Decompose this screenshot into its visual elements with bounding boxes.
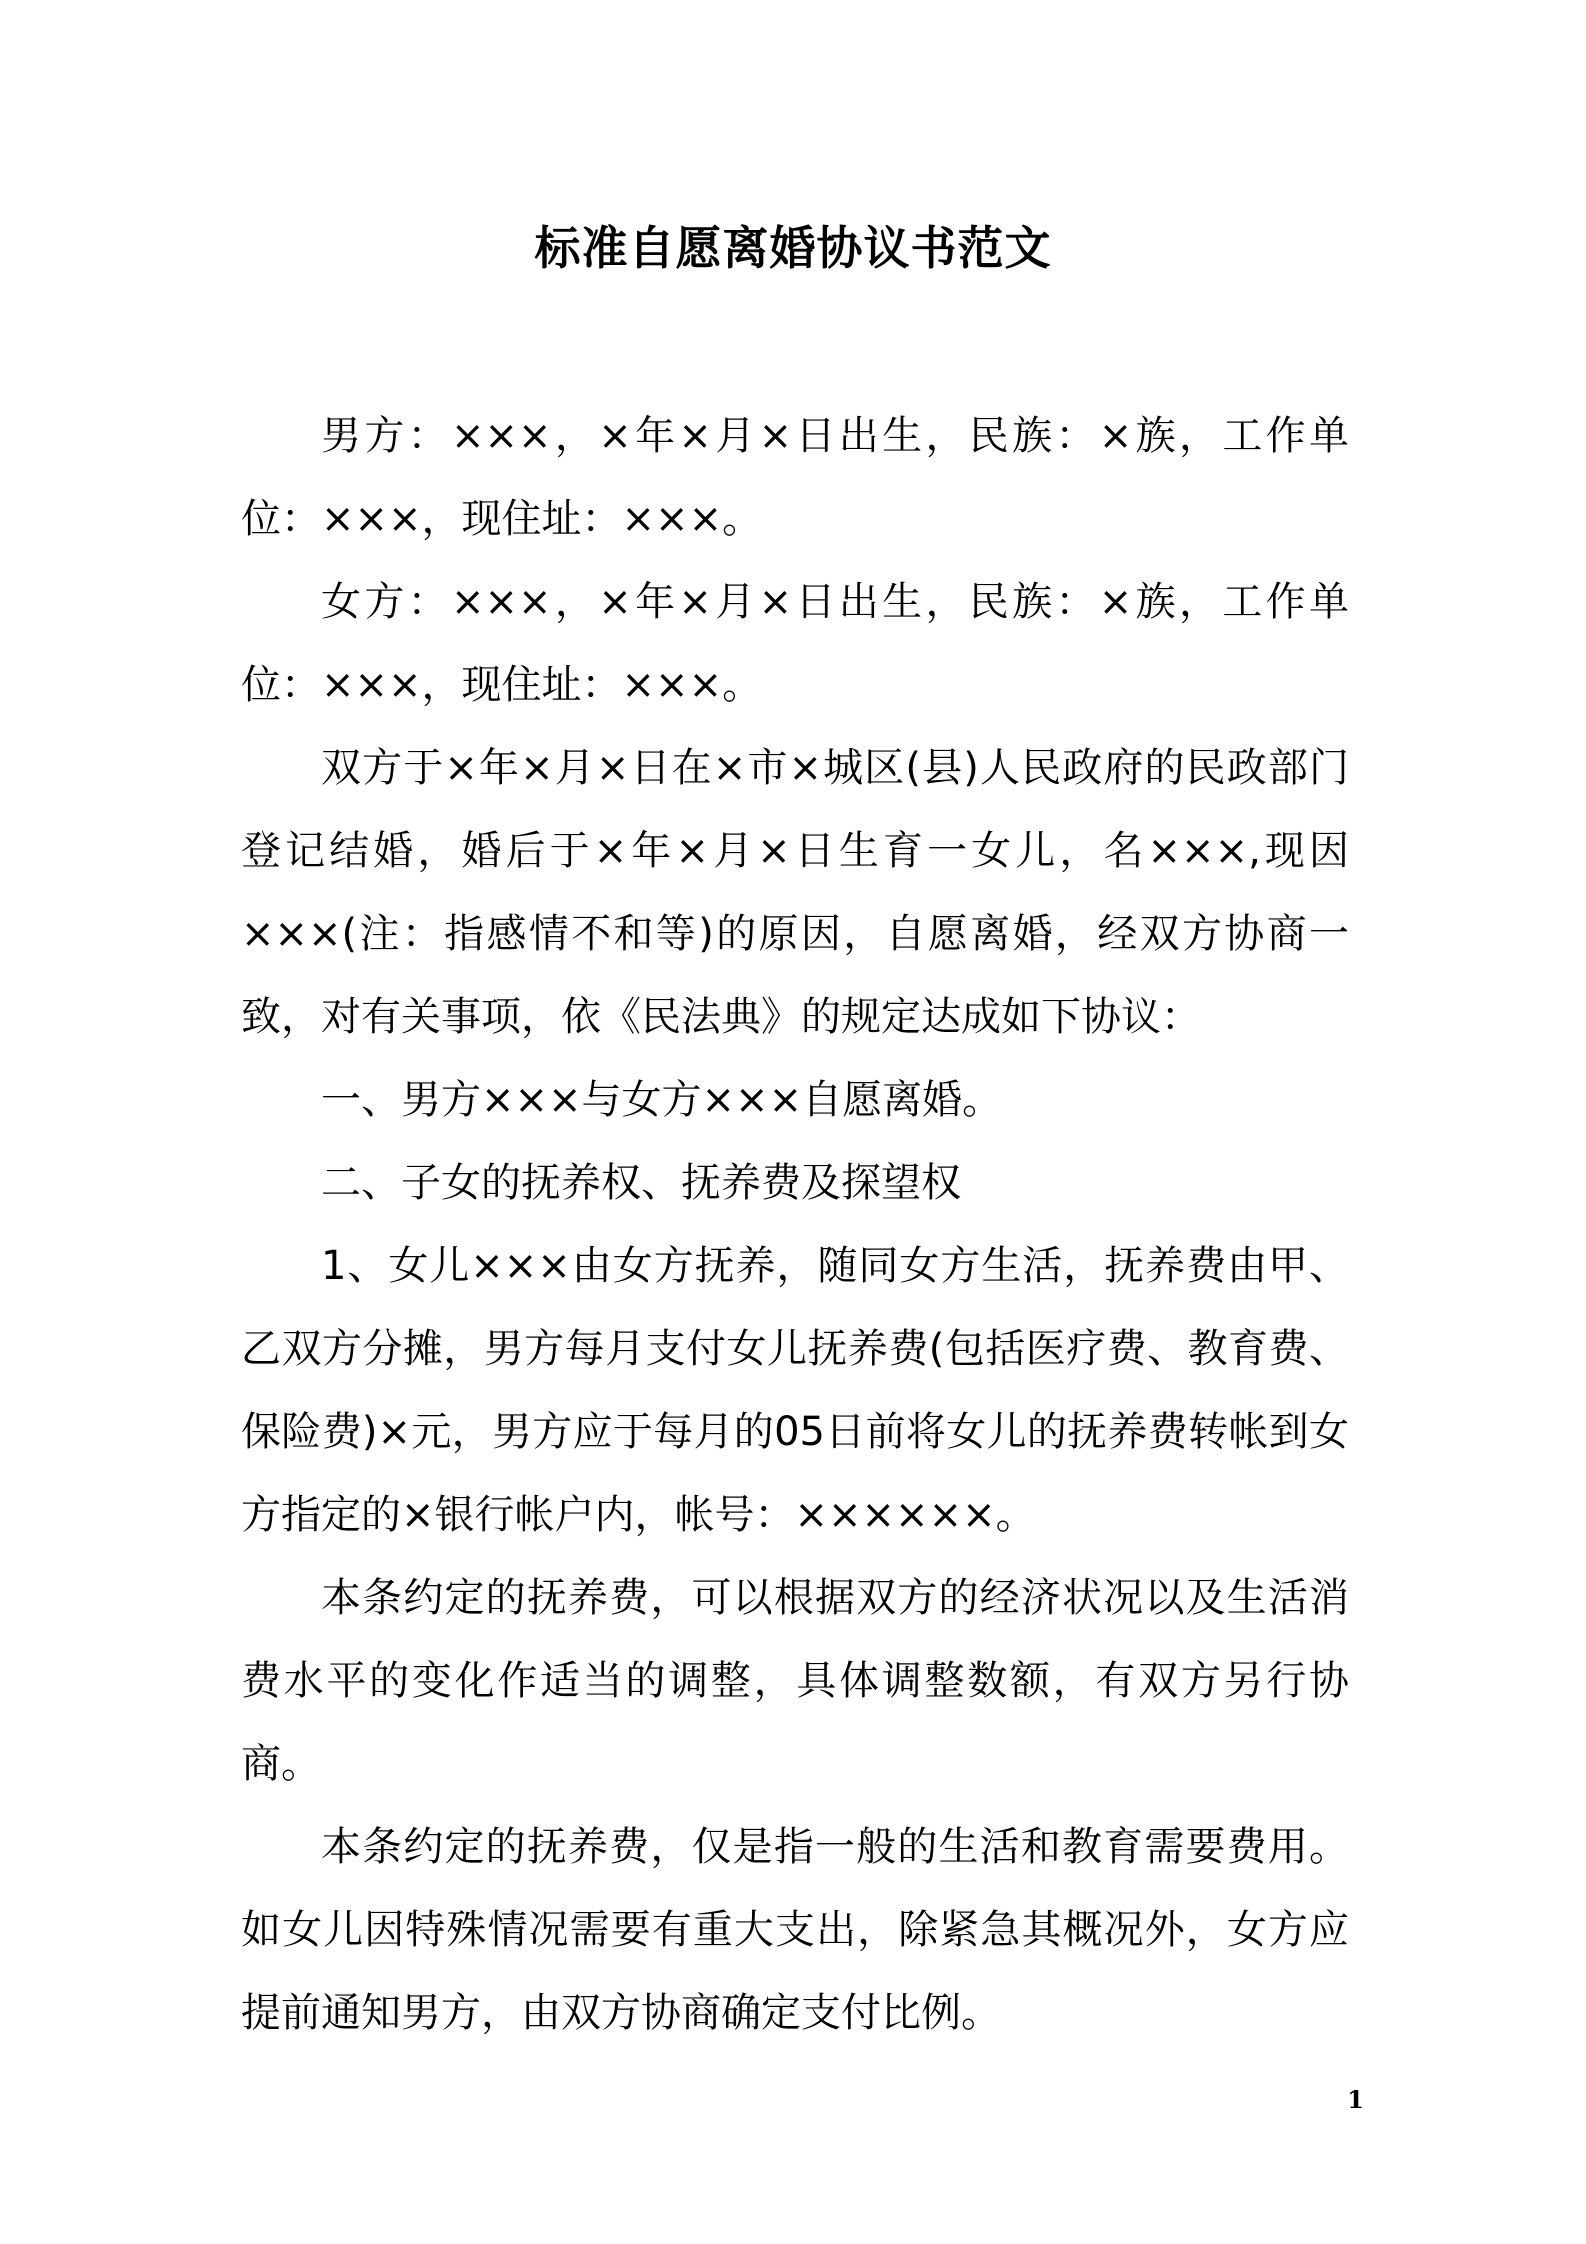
- paragraph-custody-support: 1、女儿×××由女方抚养，随同女方生活，抚养费由甲、乙双方分摊，男方每月支付女儿抚养费(包括医疗费、教育费、保险费)×元，男方应于每月的05日前将女儿的抚养费转帐到女方指定的×银行帐户内，帐号：××××××。: [241, 1243, 1349, 1538]
- paragraph-marriage-background: 双方于×年×月×日在×市×城区(县)人民政府的民政部门登记结婚，婚后于×年×月×日生育一女儿，名×××,现因×××(注：指感情不和等)的原因，自愿离婚，经双方协商一致，对有关事项，依《民法典》的规定达成如下协议：: [241, 745, 1349, 1040]
- paragraph-clause-two-heading: 二、子女的抚养权、抚养费及探望权: [321, 1160, 961, 1206]
- page-number: 1: [1347, 2085, 1364, 2114]
- paragraph-support-adjustment: 本条约定的抚养费，可以根据双方的经济状况以及生活消费水平的变化作适当的调整，具体调整数额，有双方另行协商。: [241, 1575, 1349, 1787]
- document-body: [241, 395, 1349, 2055]
- paragraph-male-party: 男方：×××，×年×月×日出生，民族：×族，工作单位：×××，现住址：×××。: [241, 413, 1349, 542]
- paragraph-female-party: 女方：×××，×年×月×日出生，民族：×族，工作单位：×××，现住址：×××。: [241, 579, 1349, 708]
- document-title: 标准自愿离婚协议书范文: [534, 221, 1052, 275]
- paragraph-clause-one: 一、男方×××与女方×××自愿离婚。: [321, 1077, 1003, 1123]
- paragraph-support-scope: 本条约定的抚养费，仅是指一般的生活和教育需要费用。如女儿因特殊情况需要有重大支出，除紧急其概况外，女方应提前通知男方，由双方协商确定支付比例。: [241, 1824, 1349, 2036]
